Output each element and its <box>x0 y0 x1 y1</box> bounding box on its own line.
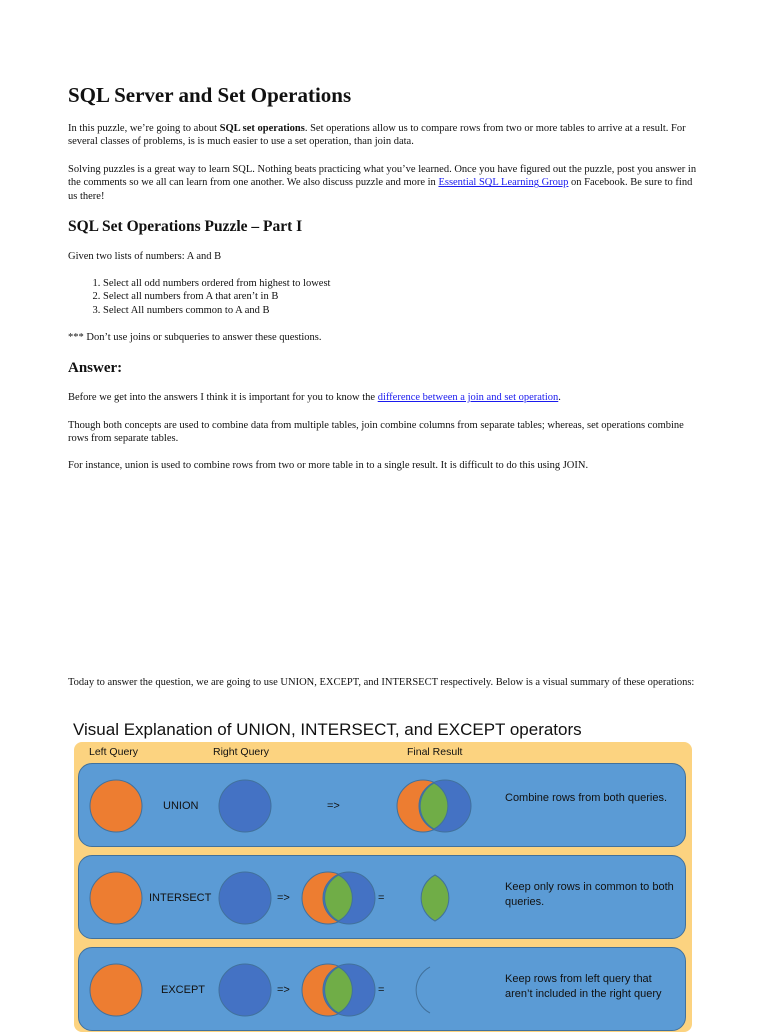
union-arrow: => <box>327 800 340 812</box>
before-paragraph <box>68 391 698 404</box>
intro-text-end: . Set operations allow us to compare rows from two or more tables to arrive at a result. For several classes of problems, is is much easier to use a set operation, than join data. <box>68 123 686 148</box>
except-row <box>78 947 686 1031</box>
intersect-label: INTERSECT <box>149 892 212 904</box>
intro-text: In this puzzle, we’re going to about <box>68 123 220 134</box>
page-title: SQL Server and Set Operations <box>68 83 352 107</box>
right-query-circle <box>219 780 271 832</box>
set-operations-figure <box>68 716 698 1024</box>
union-label: UNION <box>163 800 199 812</box>
union-row <box>78 763 686 847</box>
solving-text: Solving puzzles is a great way to learn SQL. Nothing beats practicing what you’ve learned. Once you have figured out the puzzle, post you answer in the comments so we all can learn from one another. We also discuss puzzle and more in <box>68 164 697 189</box>
except-result-shape <box>416 967 430 1013</box>
left-query-header: Left Query <box>89 746 139 758</box>
intersect-description: Keep only rows in common to both queries. <box>505 881 674 908</box>
answer-heading: Answer: <box>68 360 123 376</box>
before-text: Before we get into the answers I think it is important for you to know the <box>68 392 378 403</box>
given-text: Given two lists of numbers: A and B <box>68 251 222 262</box>
questions-list <box>68 277 330 317</box>
intro-paragraph <box>68 122 698 149</box>
figure-title: Visual Explanation of UNION, INTERSECT, and EXCEPT operators <box>73 720 582 739</box>
list-item: 1. Select all odd numbers ordered from highest to lowest <box>103 277 330 290</box>
right-query-circle <box>219 964 271 1016</box>
before-text-end: . <box>558 392 561 403</box>
right-query-header: Right Query <box>213 746 270 758</box>
solving-text-end: on Facebook. Be sure to find us there! <box>68 177 693 202</box>
except-arrow: => <box>277 984 290 996</box>
intersect-arrow: => <box>277 892 290 904</box>
intersect-result-shape <box>421 875 449 921</box>
solving-paragraph <box>68 163 698 203</box>
intersect-row <box>78 855 686 939</box>
though-paragraph: Though both concepts are used to combine data from multiple tables, join combine columns from separate tables; whereas, set operations combine rows from separate tables. <box>68 420 684 445</box>
join-vs-set-link[interactable]: difference between a join and set operation <box>377 392 559 403</box>
instance-paragraph: For instance, union is used to combine rows from two or more table in to a single result. It is difficult to do this using JOIN. <box>68 460 589 471</box>
note-text: *** Don’t use joins or subqueries to answer these questions. <box>68 332 322 343</box>
right-query-circle <box>219 872 271 924</box>
list-item: 2. Select all numbers from A that aren’t in B <box>103 290 330 303</box>
learning-group-link[interactable]: Essential SQL Learning Group <box>438 177 569 189</box>
left-query-circle <box>90 872 142 924</box>
except-equals: = <box>378 984 385 996</box>
left-query-circle <box>90 780 142 832</box>
left-query-circle <box>90 964 142 1016</box>
figure-panel <box>74 742 692 1032</box>
list-item: 3. Select All numbers common to A and B <box>103 304 330 317</box>
intro-bold: SQL set operations <box>219 123 305 134</box>
intersect-equals: = <box>378 892 385 904</box>
except-label: EXCEPT <box>161 984 206 996</box>
union-description: Combine rows from both queries. <box>505 792 668 804</box>
except-description: Keep rows from left query that aren’t included in the right query <box>505 973 662 1000</box>
puzzle-heading: SQL Set Operations Puzzle – Part I <box>68 218 303 235</box>
final-result-header: Final Result <box>407 746 463 758</box>
today-paragraph: Today to answer the question, we are going to use UNION, EXCEPT, and INTERSECT respectively. Below is a visual summary of these operations: <box>68 677 695 688</box>
